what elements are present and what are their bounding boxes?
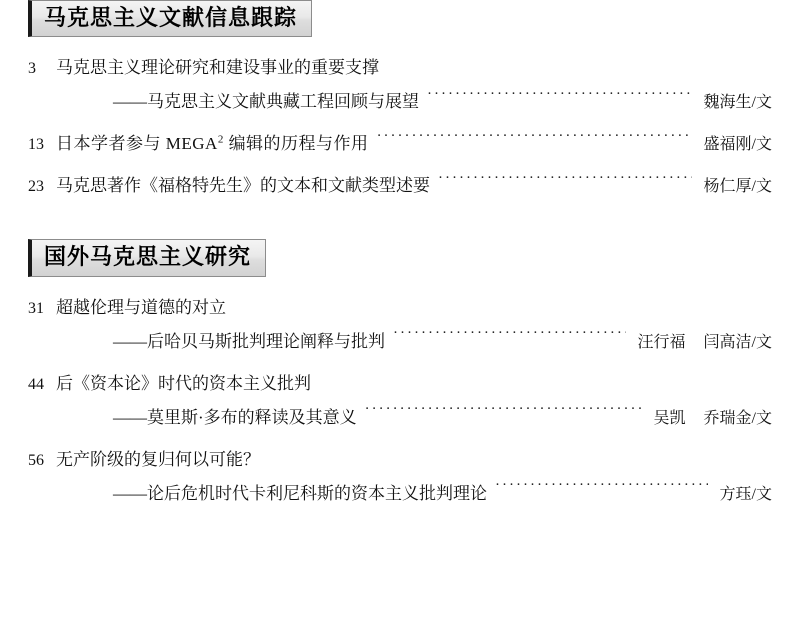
section-title: 国外马克思主义研究 — [44, 244, 252, 270]
entry-title-part1: 日本学者参与 MEGA — [56, 134, 218, 154]
dot-leader — [393, 330, 626, 347]
page-number: 13 — [28, 136, 44, 154]
page-number: 44 — [28, 375, 44, 393]
toc-entry-main — [28, 371, 772, 397]
entry-authors — [650, 407, 772, 431]
page-number: 23 — [28, 178, 44, 196]
toc-entry[interactable] — [28, 131, 772, 157]
entry-authors: 盛福刚/文 — [703, 136, 772, 154]
entry-title: 后《资本论》时代的资本主义批判 — [56, 373, 311, 393]
toc-entry-main — [28, 55, 772, 81]
page-number: 3 — [28, 60, 36, 78]
entry-title: 马克思著作《福格特先生》的文本和文献类型述要 — [56, 176, 430, 196]
entry-subtitle: ——马克思主义文献典藏工程回顾与展望 — [113, 92, 419, 112]
entry-title: 马克思主义理论研究和建设事业的重要支撑 — [56, 58, 379, 78]
entry-title: 超越伦理与道德的对立 — [56, 297, 226, 317]
toc-entry-subline — [28, 329, 772, 355]
entry-authors: 杨仁厚/文 — [703, 178, 772, 196]
section-header-1 — [28, 0, 772, 37]
entry-title — [56, 131, 369, 157]
toc-entry[interactable] — [28, 173, 772, 199]
section-title-bar — [28, 0, 312, 37]
toc-entry-subline — [28, 89, 772, 115]
entry-subtitle: ——莫里斯·多布的释读及其意义 — [113, 407, 357, 427]
toc-entry-subline — [28, 481, 772, 507]
section-header-2 — [28, 239, 772, 276]
toc-entry[interactable] — [28, 55, 772, 115]
entry-author-2: 闫高洁/文 — [703, 333, 772, 351]
entry-author-2: 乔瑞金/文 — [703, 409, 772, 427]
toc-entry-main — [28, 173, 772, 199]
entry-list-2 — [28, 295, 772, 507]
dot-leader — [377, 132, 692, 149]
toc-entry-subline — [28, 405, 772, 431]
toc-entry-main — [28, 295, 772, 321]
page-number: 31 — [28, 299, 44, 317]
dot-leader — [427, 90, 692, 107]
entry-author-1: 汪行福 — [637, 333, 686, 351]
toc-entry[interactable] — [28, 371, 772, 431]
toc-entry[interactable] — [28, 295, 772, 355]
entry-author-1: 吴凯 — [653, 409, 686, 427]
entry-title-superscript: 2 — [217, 133, 224, 146]
entry-subtitle: ——后哈贝马斯批判理论阐释与批判 — [113, 331, 385, 351]
entry-title-part2: 编辑的历程与作用 — [223, 134, 369, 154]
entry-authors: 魏海生/文 — [703, 94, 772, 112]
entry-list-1 — [28, 55, 772, 199]
toc-entry[interactable] — [28, 447, 772, 507]
section-title-bar — [28, 239, 266, 276]
dot-leader — [495, 482, 708, 499]
entry-authors: 方珏/文 — [719, 485, 772, 503]
toc-entry-main — [28, 131, 772, 157]
toc-entry-main — [28, 447, 772, 473]
page-number: 56 — [28, 451, 44, 469]
entry-subtitle: ——论后危机时代卡利尼科斯的资本主义批判理论 — [113, 483, 487, 503]
dot-leader — [365, 406, 642, 423]
entry-authors — [634, 331, 772, 355]
section-title: 马克思主义文献信息跟踪 — [44, 5, 298, 30]
dot-leader — [438, 174, 692, 191]
entry-title: 无产阶级的复归何以可能？ — [56, 449, 260, 469]
